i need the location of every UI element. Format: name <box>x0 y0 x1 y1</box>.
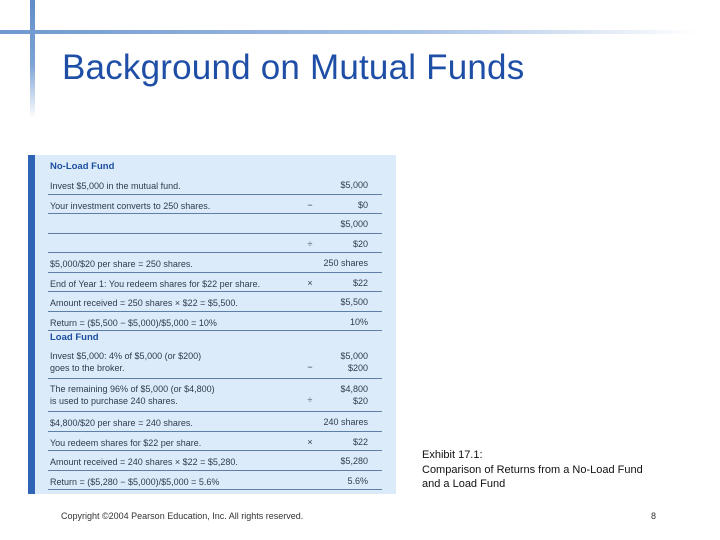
row-label: Amount received = 240 shares × $22 = $5,280. <box>50 457 238 467</box>
row-operator: × <box>307 277 313 288</box>
exhibit-table <box>48 160 382 490</box>
row-value-line: $200 <box>347 363 368 373</box>
row-label <box>50 350 300 374</box>
table-row <box>48 214 382 234</box>
slide-title: Background on Mutual Funds <box>62 48 525 87</box>
row-label: End of Year 1: You redeem shares for $22 per share. <box>50 278 261 289</box>
row-label: $5,000/$20 per share = 250 shares. <box>50 259 193 269</box>
exhibit-caption <box>422 448 692 492</box>
row-operator: ÷ <box>307 395 313 405</box>
caption-line: Comparison of Returns from a No-Load Fund <box>422 463 643 476</box>
row-label: Amount received = 250 shares × $22 = $5,500. <box>50 298 238 308</box>
table-row <box>48 412 382 432</box>
table-row <box>48 273 382 293</box>
row-label-line: goes to the broker. <box>50 363 125 373</box>
row-value: 250 shares <box>323 258 368 268</box>
table-row <box>48 175 382 195</box>
table-row <box>48 312 382 332</box>
row-label-line: Invest $5,000: 4% of $5,000 (or $200) <box>50 351 202 361</box>
row-label: Return = ($5,280 − $5,000)/$5,000 = 5.6% <box>50 476 220 487</box>
row-value <box>340 350 368 374</box>
table-row <box>48 379 382 412</box>
row-value: 5.6% <box>347 475 368 486</box>
row-label: Your investment converts to 250 shares. <box>50 200 211 211</box>
row-label: Return = ($5,500 − $5,000)/$5,000 = 10% <box>50 317 217 328</box>
row-value <box>340 383 368 407</box>
caption-line: and a Load Fund <box>422 478 506 490</box>
row-value: $5,500 <box>340 297 368 307</box>
table-row <box>48 195 382 215</box>
table-row <box>48 292 382 312</box>
table-row <box>48 432 382 452</box>
row-operator: − <box>307 199 313 210</box>
decorative-vertical-bar <box>30 0 35 118</box>
row-value: $5,280 <box>340 456 368 466</box>
table-row <box>48 451 382 471</box>
row-label: Invest $5,000 in the mutual fund. <box>50 181 181 191</box>
row-value: 240 shares <box>323 417 368 427</box>
row-label-line: is used to purchase 240 shares. <box>50 396 178 406</box>
row-value: $22 <box>352 436 368 447</box>
copyright-footer: Copyright ©2004 Pearson Education, Inc. All rights reserved. <box>61 511 304 521</box>
page-number: 8 <box>651 511 657 521</box>
load-heading: Load Fund <box>50 332 99 343</box>
row-value: $5,000 <box>340 180 368 190</box>
row-value: $20 <box>352 238 368 249</box>
row-value: $5,000 <box>340 219 368 229</box>
row-label: $4,800/$20 per share = 240 shares. <box>50 418 193 428</box>
section-heading <box>48 160 382 175</box>
row-operator: × <box>307 436 313 447</box>
table-row <box>48 471 382 491</box>
row-value: 10% <box>349 316 368 327</box>
row-value-line: $4,800 <box>340 384 368 394</box>
row-value: $0 <box>357 199 368 210</box>
table-row <box>48 346 382 379</box>
no-load-heading: No-Load Fund <box>50 161 115 172</box>
row-value-line: $20 <box>352 396 368 406</box>
decorative-horizontal-bar <box>0 30 700 34</box>
caption-line: Exhibit 17.1: <box>422 449 483 461</box>
row-value-line: $5,000 <box>340 351 368 361</box>
exhibit-panel-stripe <box>28 155 35 494</box>
row-label-line: The remaining 96% of $5,000 (or $4,800) <box>50 384 215 394</box>
table-row <box>48 253 382 273</box>
section-heading <box>48 331 382 346</box>
row-value: $22 <box>352 277 368 288</box>
row-operator: ÷ <box>307 238 313 249</box>
row-operator: − <box>307 362 313 372</box>
table-row <box>48 234 382 254</box>
row-label: You redeem shares for $22 per share. <box>50 437 202 448</box>
row-label <box>50 383 300 407</box>
